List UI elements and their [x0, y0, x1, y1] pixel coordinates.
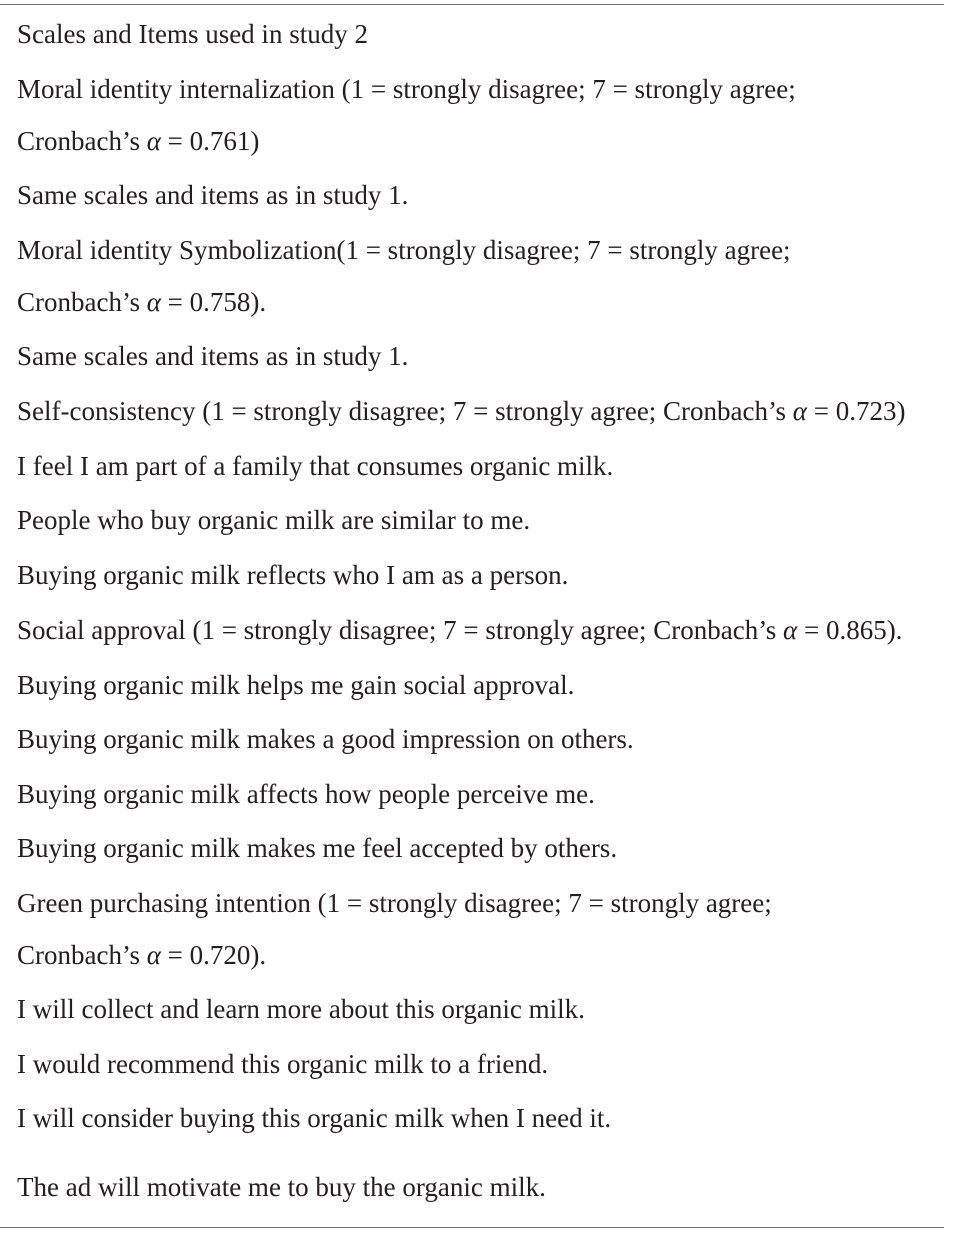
alpha-symbol: α [146, 287, 161, 317]
table-row: The ad will motivate me to buy the organic milk. [17, 1172, 546, 1202]
table-row: Buying organic milk makes me feel accepted by others. [17, 833, 618, 863]
scale-heading-continuation: Cronbach’s α = 0.761) [17, 126, 260, 156]
table-top-rule [0, 4, 944, 5]
scale-heading-moral-identity-symbolization: Moral identity Symbolization(1 = strongly disagree; 7 = strongly agree; [17, 235, 791, 265]
table-row: I feel I am part of a family that consumes organic milk. [17, 451, 614, 481]
scale-heading-moral-identity-internalization: Moral identity internalization (1 = strongly disagree; 7 = strongly agree; [17, 74, 796, 104]
scale-heading-social-approval: Social approval (1 = strongly disagree; 7 = strongly agree; Cronbach’s α = 0.865). [17, 615, 903, 645]
table-row: Buying organic milk makes a good impression on others. [17, 724, 634, 754]
table-row: People who buy organic milk are similar to me. [17, 505, 531, 535]
scale-heading-green-purchasing-intention: Green purchasing intention (1 = strongly disagree; 7 = strongly agree; [17, 888, 772, 918]
alpha-symbol: α [792, 396, 807, 426]
table-row: Same scales and items as in study 1. [17, 341, 409, 371]
alpha-symbol: α [146, 126, 161, 156]
table-row: Buying organic milk reflects who I am as a person. [17, 560, 569, 590]
table-title: Scales and Items used in study 2 [17, 19, 368, 49]
alpha-symbol: α [146, 940, 161, 970]
scale-heading-self-consistency: Self-consistency (1 = strongly disagree; 7 = strongly agree; Cronbach’s α = 0.723) [17, 396, 906, 426]
scale-heading-continuation: Cronbach’s α = 0.758). [17, 287, 267, 317]
table-row: Buying organic milk helps me gain social approval. [17, 670, 575, 700]
table-row: I would recommend this organic milk to a friend. [17, 1049, 549, 1079]
table-row: I will consider buying this organic milk when I need it. [17, 1103, 612, 1133]
alpha-symbol: α [783, 615, 798, 645]
table-row: I will collect and learn more about this organic milk. [17, 994, 585, 1024]
table-row: Buying organic milk affects how people perceive me. [17, 779, 595, 809]
scale-heading-continuation: Cronbach’s α = 0.720). [17, 940, 267, 970]
table-bottom-rule [0, 1227, 944, 1228]
table-row: Same scales and items as in study 1. [17, 180, 409, 210]
